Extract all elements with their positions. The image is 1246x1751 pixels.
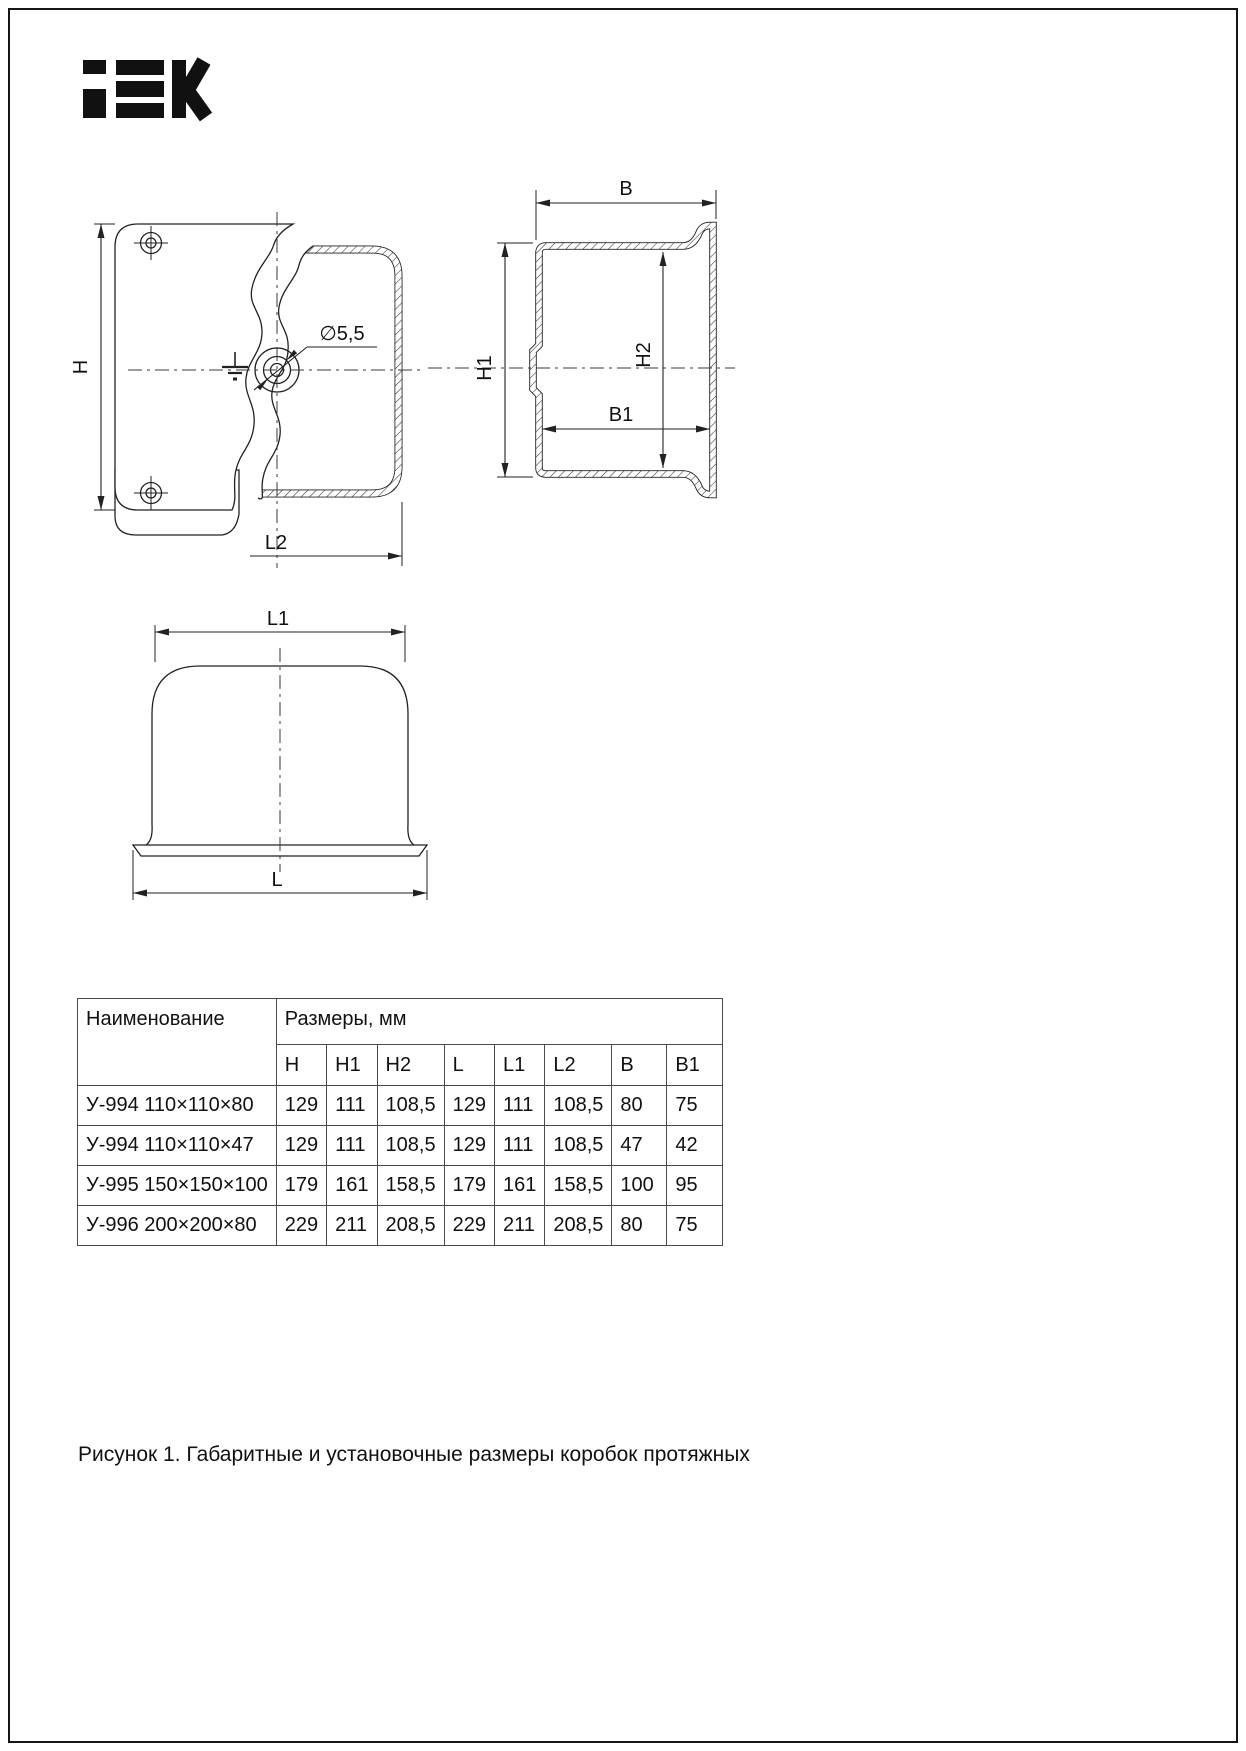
table-cell: 111 bbox=[327, 1126, 377, 1166]
dimension-H bbox=[70, 224, 115, 510]
header-dimensions: Размеры, мм bbox=[276, 999, 723, 1045]
table-cell: 47 bbox=[612, 1126, 667, 1166]
table-cell: 111 bbox=[494, 1126, 544, 1166]
table-cell: 75 bbox=[667, 1206, 723, 1246]
column-header: H bbox=[276, 1045, 326, 1086]
table-cell: 179 bbox=[276, 1166, 326, 1206]
dim-label-L2: L2 bbox=[264, 532, 288, 554]
table-cell: 229 bbox=[444, 1206, 494, 1246]
dimension-B1 bbox=[542, 404, 710, 433]
column-header: H1 bbox=[327, 1045, 377, 1086]
table-cell: 108,5 bbox=[545, 1126, 612, 1166]
figure-caption: Рисунок 1. Габаритные и установочные размеры коробок протяжных bbox=[78, 1443, 750, 1466]
product-name: У-994 110×110×47 bbox=[78, 1126, 277, 1166]
column-header: B1 bbox=[667, 1045, 723, 1086]
table-row bbox=[78, 1166, 723, 1206]
table-cell: 80 bbox=[612, 1206, 667, 1246]
front-view-drawing bbox=[70, 212, 420, 568]
dim-label-L1: L1 bbox=[266, 608, 290, 630]
table-cell: 108,5 bbox=[377, 1126, 444, 1166]
column-header: L2 bbox=[545, 1045, 612, 1086]
column-header: H2 bbox=[377, 1045, 444, 1086]
table-cell: 108,5 bbox=[545, 1086, 612, 1126]
table-cell: 211 bbox=[327, 1206, 377, 1246]
table-cell: 111 bbox=[327, 1086, 377, 1126]
side-view-drawing bbox=[428, 178, 735, 495]
table-row bbox=[78, 1126, 723, 1166]
dimension-H1 bbox=[474, 243, 533, 477]
table-cell: 229 bbox=[276, 1206, 326, 1246]
table-cell: 208,5 bbox=[377, 1206, 444, 1246]
product-name: У-996 200×200×80 bbox=[78, 1206, 277, 1246]
profile-view-drawing bbox=[133, 608, 427, 900]
table-row bbox=[78, 1086, 723, 1126]
dimension-L2 bbox=[250, 502, 402, 566]
table-cell: 42 bbox=[667, 1126, 723, 1166]
table-cell: 208,5 bbox=[545, 1206, 612, 1246]
table-header-row-1 bbox=[78, 999, 723, 1045]
table-cell: 158,5 bbox=[377, 1166, 444, 1206]
table-cell: 179 bbox=[444, 1166, 494, 1206]
dim-label-H2: H2 bbox=[633, 342, 655, 368]
table-cell: 161 bbox=[327, 1166, 377, 1206]
header-name: Наименование bbox=[78, 999, 277, 1086]
table-cell: 108,5 bbox=[377, 1086, 444, 1126]
dimensions-table bbox=[77, 998, 723, 1246]
table-cell: 129 bbox=[276, 1086, 326, 1126]
table-cell: 111 bbox=[494, 1086, 544, 1126]
table-cell: 75 bbox=[667, 1086, 723, 1126]
column-header: B bbox=[612, 1045, 667, 1086]
column-header: L1 bbox=[494, 1045, 544, 1086]
side-view-shell bbox=[533, 226, 713, 495]
table-cell: 129 bbox=[276, 1126, 326, 1166]
table-cell: 129 bbox=[444, 1086, 494, 1126]
table-row bbox=[78, 1206, 723, 1246]
table-cell: 100 bbox=[612, 1166, 667, 1206]
dim-label-hole: ∅5,5 bbox=[319, 323, 365, 345]
product-name: У-994 110×110×80 bbox=[78, 1086, 277, 1126]
dim-label-L: L bbox=[271, 869, 283, 891]
table-cell: 161 bbox=[494, 1166, 544, 1206]
table-cell: 211 bbox=[494, 1206, 544, 1246]
dim-label-H: H bbox=[70, 359, 92, 375]
dimension-H2 bbox=[633, 252, 667, 468]
column-header: L bbox=[444, 1045, 494, 1086]
table-cell: 129 bbox=[444, 1126, 494, 1166]
table-cell: 80 bbox=[612, 1086, 667, 1126]
dim-label-B: B bbox=[619, 178, 633, 200]
dim-label-H1: H1 bbox=[474, 355, 496, 381]
dimension-B bbox=[536, 178, 716, 240]
table-cell: 158,5 bbox=[545, 1166, 612, 1206]
table-cell: 95 bbox=[667, 1166, 723, 1206]
product-name: У-995 150×150×100 bbox=[78, 1166, 277, 1206]
iek-logo bbox=[83, 60, 206, 118]
dim-label-B1: B1 bbox=[608, 404, 634, 426]
